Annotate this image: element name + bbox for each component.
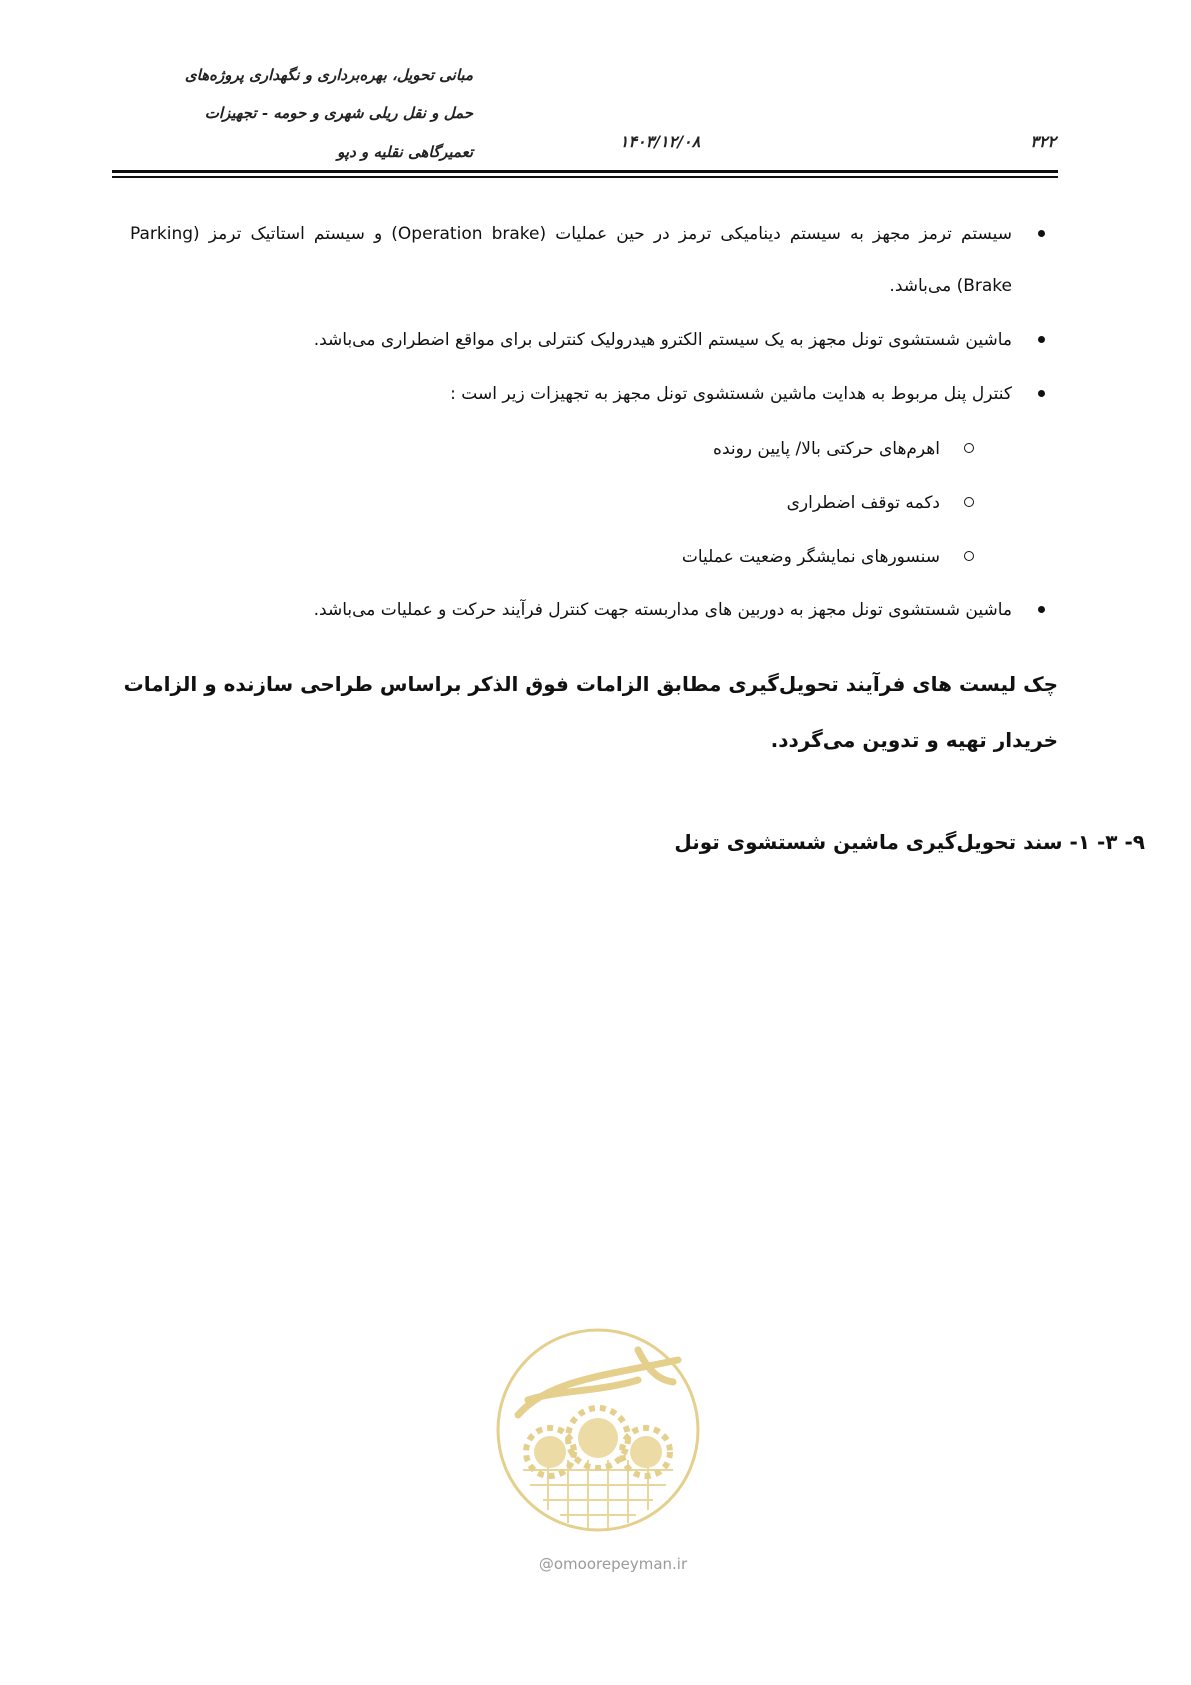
bullet-text: ماشین شستشوی تونل مجهز به یک سیستم الکترو هیدرولیک کنترلی برای مواقع اضطراری می‌باشد. (313, 330, 1012, 350)
bullet-text: کنترل پنل مربوط به هدایت ماشین شستشوی تونل مجهز به تجهیزات زیر است : (450, 384, 1012, 404)
bullet-text: ماشین شستشوی تونل مجهز به دوربین های مداربسته جهت کنترل فرآیند حرکت و عملیات می‌باشد. (313, 600, 1012, 620)
bullet-item-hydraulic-system (130, 314, 1060, 366)
header-divider-thick (112, 170, 1058, 173)
bullet-item-control-panel (130, 368, 1060, 420)
circle-bullet-icon (964, 551, 974, 561)
header-title-line-1: مبانی تحویل، بهره‌برداری و نگهداری پروژه‌های (184, 66, 473, 84)
circle-bullet-icon (964, 443, 974, 453)
bullet-icon (1038, 390, 1045, 397)
header-divider-thin (112, 176, 1058, 178)
bullet-icon (1038, 336, 1045, 343)
bullet-text: سیستم ترمز مجهز به سیستم دینامیکی ترمز در حین عملیات (Operation brake) و سیستم استاتیک ترمز (Parking Brake) می‌باشد. (130, 224, 1012, 296)
header-title-line-3: تعمیرگاهی نقلیه و دپو (337, 143, 473, 161)
header-title-line-2: حمل و نقل ریلی شهری و حومه - تجهیزات (204, 104, 473, 122)
section-heading: ۹- ۳- ۱- سند تحویل‌گیری ماشین شستشوی تونل (674, 830, 1145, 854)
bullet-icon (1038, 230, 1045, 237)
sub-list-item (130, 423, 1060, 475)
omoore-peyman-logo-icon (488, 1320, 708, 1540)
watermark-url: @omoorepeyman.ir (538, 1555, 688, 1573)
bullet-item-brake-system (130, 208, 1060, 318)
circle-bullet-icon (964, 497, 974, 507)
sub-item-text: اهرم‌های حرکتی بالا/ پایین رونده (713, 439, 940, 459)
sub-item-text: دکمه توقف اضطراری (786, 493, 940, 513)
sub-item-text: سنسورهای نمایشگر وضعیت عملیات (681, 547, 940, 567)
sub-list-item (130, 531, 1060, 583)
sub-list-item (130, 477, 1060, 529)
bullet-icon (1038, 606, 1045, 613)
bullet-item-cctv (130, 584, 1060, 636)
checklist-paragraph: چک لیست های فرآیند تحویل‌گیری مطابق الزامات فوق الذکر براساس طراحی سازنده و الزامات خریدار تهیه و تدوین می‌گردد. (123, 672, 1058, 752)
page-number: ۳۲۲ (1030, 132, 1056, 151)
header-date: ۱۴۰۳/۱۲/۰۸ (619, 132, 701, 151)
